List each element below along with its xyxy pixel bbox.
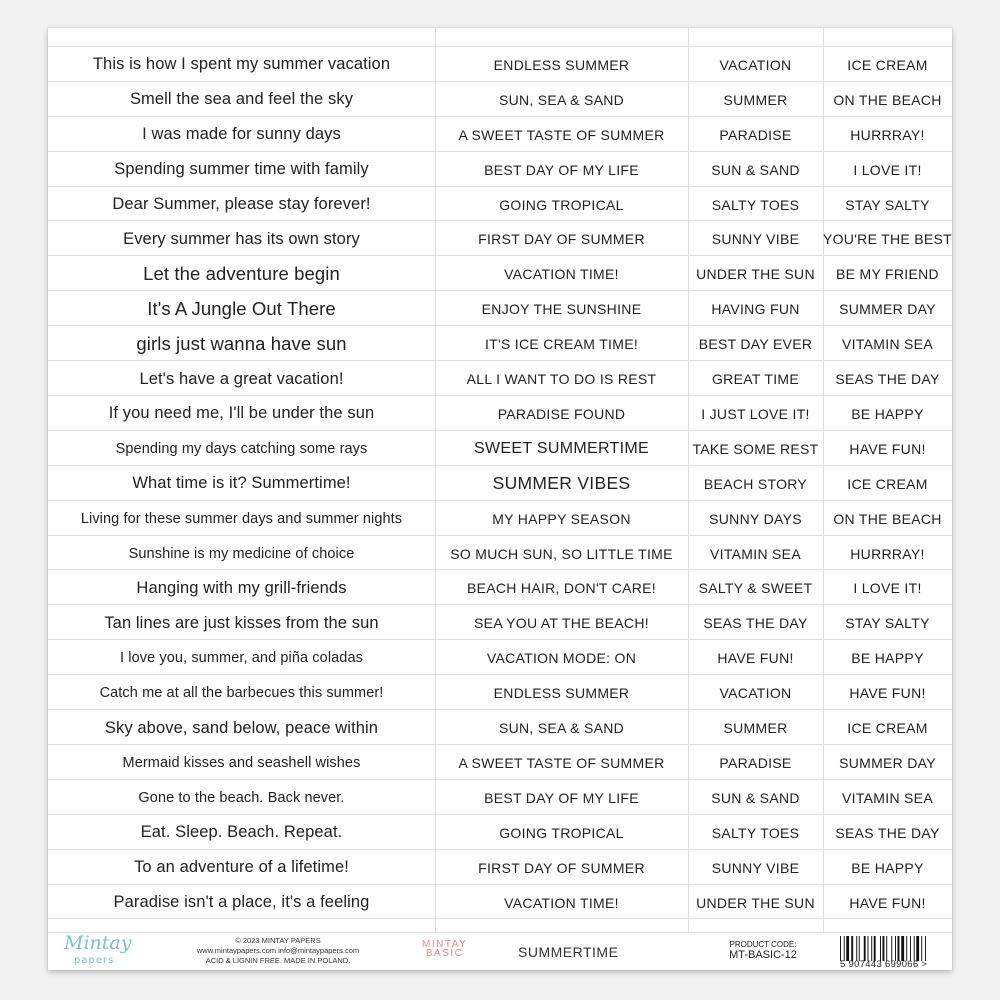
phrase-sticker: Eat. Sleep. Beach. Repeat. <box>140 823 343 842</box>
word-sticker: ALL I WANT TO DO IS REST <box>466 371 657 388</box>
copyright-block <box>188 936 368 966</box>
contact-line: www.mintaypapers.com info@mintaypapers.com <box>196 946 360 955</box>
word-sticker: SUN, SEA & SAND <box>498 720 625 737</box>
word-sticker: BE HAPPY <box>851 405 924 422</box>
barcode-number: 5 907443 699066 > <box>840 959 928 970</box>
product-code-block <box>728 939 798 961</box>
mintay-basic-logo <box>422 940 467 958</box>
sticker-row <box>48 116 952 152</box>
word-sticker: BEACH STORY <box>703 475 808 492</box>
product-code-label: PRODUCT CODE: <box>729 940 797 949</box>
word-sticker: ENDLESS SUMMER <box>493 685 630 702</box>
word-sticker: SO MUCH SUN, SO LITTLE TIME <box>450 545 673 562</box>
material-line: ACID & LIGNIN FREE. MADE IN POLAND. <box>205 956 351 965</box>
word-sticker: SUNNY DAYS <box>709 510 802 527</box>
word-sticker: BEST DAY EVER <box>698 336 813 353</box>
word-sticker: SUMMER DAY <box>839 301 936 318</box>
word-sticker: BEST DAY OF MY LIFE <box>484 789 639 806</box>
word-sticker: SUN, SEA & SAND <box>498 91 625 108</box>
word-sticker: HAVING FUN <box>711 301 800 318</box>
phrase-sticker: Hanging with my grill-friends <box>136 578 347 597</box>
sticker-row <box>48 570 952 606</box>
phrase-sticker: Smell the sea and feel the sky <box>129 90 354 109</box>
word-sticker: SUMMER <box>723 720 788 737</box>
word-sticker: HURRRAY! <box>850 545 925 562</box>
sticker-row <box>48 535 952 571</box>
phrase-sticker: This is how I spent my summer vacation <box>92 55 391 74</box>
sticker-row <box>48 46 952 82</box>
phrase-sticker: Paradise isn't a place, it's a feeling <box>113 893 370 912</box>
word-sticker: I LOVE IT! <box>853 161 922 178</box>
word-sticker: HAVE FUN! <box>849 685 926 702</box>
word-sticker: SUNNY VIBE <box>711 231 800 248</box>
sticker-row <box>48 674 952 710</box>
word-sticker: SEAS THE DAY <box>835 824 940 841</box>
word-sticker: TAKE SOME REST <box>692 440 819 457</box>
word-sticker: BEACH HAIR, DON'T CARE! <box>466 580 656 597</box>
word-sticker: ICE CREAM <box>847 475 928 492</box>
word-sticker: VACATION TIME! <box>504 894 619 911</box>
word-sticker: SUMMER DAY <box>839 754 936 771</box>
word-sticker: SEAS THE DAY <box>835 371 940 388</box>
word-sticker: VITAMIN SEA <box>842 336 933 353</box>
phrase-sticker: If you need me, I'll be under the sun <box>108 404 375 423</box>
word-sticker: GOING TROPICAL <box>499 196 624 213</box>
sticker-row <box>48 81 952 117</box>
sheet-footer <box>48 932 952 970</box>
phrase-sticker: Spending summer time with family <box>114 160 369 179</box>
word-sticker: IT'S ICE CREAM TIME! <box>484 336 639 353</box>
word-sticker: VACATION MODE: ON <box>486 650 637 667</box>
word-sticker: I JUST LOVE IT! <box>701 405 810 422</box>
logo-subtext: papers <box>74 955 115 966</box>
phrase-sticker: Sky above, sand below, peace within <box>104 718 379 737</box>
word-sticker: HURRRAY! <box>850 126 925 143</box>
sticker-row <box>48 709 952 745</box>
product-code: MT-BASIC-12 <box>729 949 797 961</box>
phrase-sticker: To an adventure of a lifetime! <box>134 858 349 877</box>
word-sticker: SALTY TOES <box>711 196 800 213</box>
phrase-sticker: Sunshine is my medicine of choice <box>128 545 355 562</box>
word-sticker: HAVE FUN! <box>717 650 794 667</box>
word-sticker: SEA YOU AT THE BEACH! <box>474 615 649 632</box>
sticker-row <box>48 604 952 640</box>
mintay-logo <box>64 934 131 970</box>
word-sticker: VACATION <box>719 685 792 702</box>
sticker-row <box>48 639 952 675</box>
sticker-row <box>48 430 952 466</box>
sticker-row <box>48 290 952 326</box>
basic-logo-line1: MINTAY <box>422 939 468 950</box>
bottom-margin-row <box>48 919 952 933</box>
sticker-row <box>48 814 952 850</box>
phrase-sticker: Let the adventure begin <box>143 263 340 285</box>
word-sticker: BE MY FRIEND <box>836 266 939 283</box>
word-sticker: A SWEET TASTE OF SUMMER <box>458 126 665 143</box>
word-sticker: STAY SALTY <box>845 615 930 632</box>
phrase-sticker: Every summer has its own story <box>123 229 360 248</box>
word-sticker: MY HAPPY SEASON <box>492 510 631 527</box>
phrase-sticker: It's A Jungle Out There <box>147 298 336 320</box>
word-sticker: SUN & SAND <box>711 161 800 178</box>
word-sticker: SWEET SUMMERTIME <box>474 439 649 457</box>
word-sticker: BE HAPPY <box>851 859 924 876</box>
word-sticker: SUN & SAND <box>711 789 800 806</box>
word-sticker: ON THE BEACH <box>833 510 942 527</box>
sticker-row <box>48 500 952 536</box>
word-sticker: ICE CREAM <box>847 56 928 73</box>
word-sticker: VACATION TIME! <box>504 266 619 283</box>
word-sticker: PARADISE <box>719 126 792 143</box>
word-sticker: STAY SALTY <box>845 196 930 213</box>
sticker-row <box>48 465 952 501</box>
word-sticker: A SWEET TASTE OF SUMMER <box>458 754 665 771</box>
phrase-sticker: girls just wanna have sun <box>136 333 347 355</box>
basic-logo-line2: BASIC <box>425 948 464 959</box>
word-sticker: BEST DAY OF MY LIFE <box>484 161 639 178</box>
sticker-row <box>48 221 952 257</box>
word-sticker: VITAMIN SEA <box>842 789 933 806</box>
sticker-row <box>48 325 952 361</box>
phrase-sticker: Let's have a great vacation! <box>139 369 344 388</box>
phrase-sticker: Catch me at all the barbecues this summer! <box>99 685 384 702</box>
phrase-sticker: Living for these summer days and summer nights <box>80 510 403 527</box>
sticker-row <box>48 884 952 920</box>
phrase-sticker: What time is it? Summertime! <box>132 474 351 493</box>
phrase-sticker: Spending my days catching some rays <box>115 440 368 457</box>
sticker-row <box>48 151 952 187</box>
word-sticker: VACATION <box>719 56 792 73</box>
sticker-row <box>48 360 952 396</box>
phrase-sticker: Dear Summer, please stay forever! <box>112 195 371 214</box>
word-sticker: HAVE FUN! <box>849 440 926 457</box>
word-sticker: SUNNY VIBE <box>711 859 800 876</box>
word-sticker: UNDER THE SUN <box>696 894 815 911</box>
sticker-row <box>48 849 952 885</box>
word-sticker: SALTY TOES <box>711 824 800 841</box>
phrase-sticker: I love you, summer, and piña coladas <box>120 650 363 667</box>
word-sticker: ENJOY THE SUNSHINE <box>481 301 642 318</box>
word-sticker: GOING TROPICAL <box>499 824 624 841</box>
word-sticker: I LOVE IT! <box>853 580 922 597</box>
sticker-row <box>48 744 952 780</box>
word-sticker: FIRST DAY OF SUMMER <box>478 859 645 876</box>
word-sticker: YOU'RE THE BEST <box>823 231 952 248</box>
word-sticker: UNDER THE SUN <box>696 266 815 283</box>
word-sticker: FIRST DAY OF SUMMER <box>478 231 645 248</box>
word-sticker: ICE CREAM <box>847 720 928 737</box>
logo-text: Mintay <box>64 932 132 954</box>
word-sticker: HAVE FUN! <box>849 894 926 911</box>
sticker-row <box>48 186 952 222</box>
word-sticker: VITAMIN SEA <box>710 545 801 562</box>
word-sticker: ON THE BEACH <box>833 91 942 108</box>
phrase-sticker: I was made for sunny days <box>142 125 341 144</box>
copyright-line: © 2023 MINTAY PAPERS <box>235 936 321 945</box>
word-sticker: PARADISE FOUND <box>497 405 626 422</box>
sticker-sheet <box>48 28 952 970</box>
phrase-sticker: Mermaid kisses and seashell wishes <box>122 754 361 771</box>
phrase-sticker: Gone to the beach. Back never. <box>138 789 345 806</box>
word-sticker: BE HAPPY <box>851 650 924 667</box>
sticker-row <box>48 255 952 291</box>
top-margin-row <box>48 28 952 47</box>
word-sticker: SEAS THE DAY <box>703 615 808 632</box>
sticker-row <box>48 395 952 431</box>
word-sticker: GREAT TIME <box>711 371 799 388</box>
word-sticker: SUMMER <box>723 91 788 108</box>
phrase-sticker: Tan lines are just kisses from the sun <box>104 613 379 632</box>
word-sticker: ENDLESS SUMMER <box>493 56 630 73</box>
collection-name: SUMMERTIME <box>518 944 619 960</box>
word-sticker: SALTY & SWEET <box>698 580 813 597</box>
word-sticker: PARADISE <box>719 754 792 771</box>
sticker-row <box>48 779 952 815</box>
word-sticker: SUMMER VIBES <box>492 473 631 494</box>
